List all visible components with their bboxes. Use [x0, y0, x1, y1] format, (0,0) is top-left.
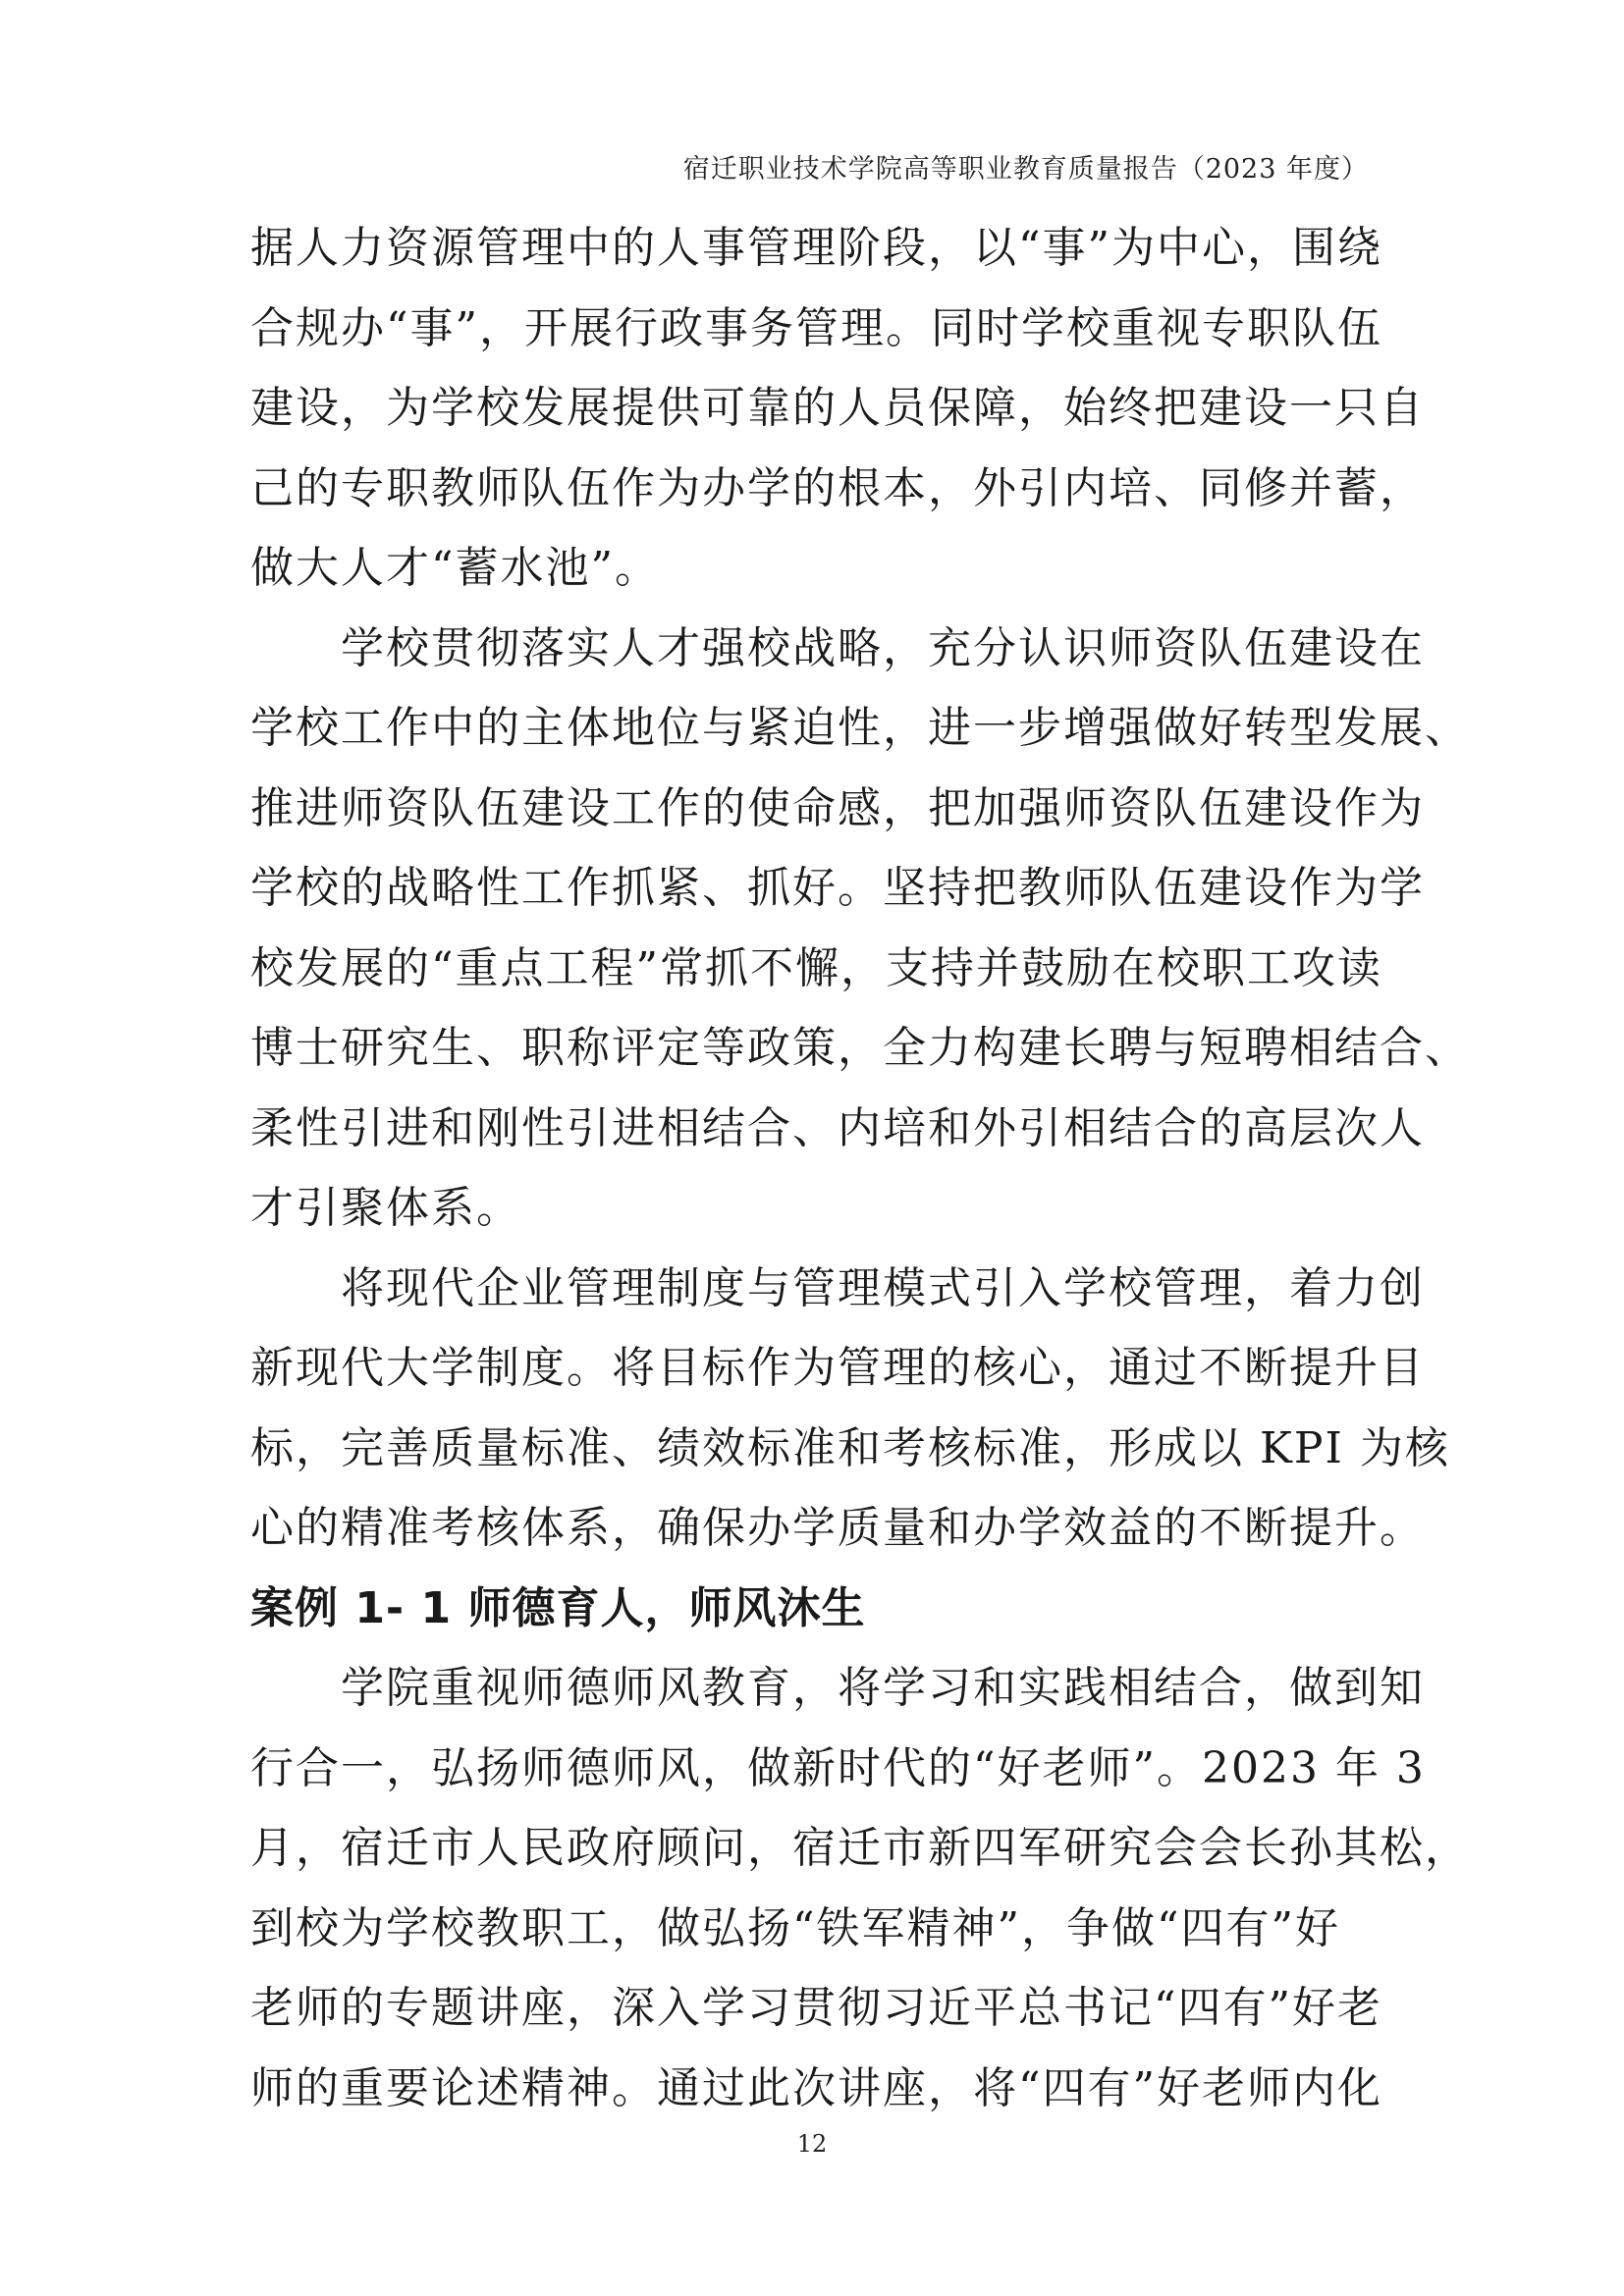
text-line: 柔性引进和刚性引进相结合、内培和外引相结合的高层次人 [250, 1102, 1425, 1153]
text-line: 学校的战略性工作抓紧、抓好。坚持把教师队伍建设作为学 [250, 863, 1425, 913]
text-line: 学院重视师德师风教育，将学习和实践相结合，做到知 [341, 1663, 1425, 1713]
text-line: 师的重要论述精神。通过此次讲座，将“四有”好老师内化 [250, 2062, 1382, 2113]
text-line: 老师的专题讲座，深入学习贯彻习近平总书记“四有”好老 [250, 1983, 1382, 2033]
case-heading: 案例 1- 1 师德育人，师风沐生 [250, 1582, 866, 1633]
text-line: 校发展的“重点工程”常抓不懈，支持并鼓励在校职工攻读 [250, 942, 1382, 993]
text-line: 心的精准考核体系，确保办学质量和办学效益的不断提升。 [250, 1503, 1425, 1553]
text-line: 才引聚体系。 [250, 1183, 521, 1233]
page-number: 12 [796, 2130, 828, 2158]
text-line: 博士研究生、职称评定等政策，全力构建长聘与短聘相结合、 [250, 1023, 1470, 1073]
text-line: 据人力资源管理中的人事管理阶段，以“事”为中心，围绕 [250, 223, 1382, 273]
text-line: 学校贯彻落实人才强校战略，充分认识师资队伍建设在 [341, 622, 1425, 673]
text-line: 新现代大学制度。将目标作为管理的核心，通过不断提升目 [250, 1343, 1425, 1393]
text-line: 合规办“事”，开展行政事务管理。同时学校重视专职队伍 [250, 302, 1382, 353]
text-line: 推进师资队伍建设工作的使命感，把加强师资队伍建设作为 [250, 782, 1425, 833]
text-line: 行合一，弘扬师德师风，做新时代的“好老师”。2023 年 3 [250, 1742, 1426, 1793]
text-line: 月，宿迁市人民政府顾问，宿迁市新四军研究会会长孙其松， [250, 1823, 1470, 1873]
text-line: 标，完善质量标准、绩效标准和考核标准，形成以 KPI 为核 [250, 1422, 1450, 1473]
text-line: 做大人才“蓄水池”。 [250, 543, 660, 593]
text-line: 将现代企业管理制度与管理模式引入学校管理，着力创 [341, 1262, 1425, 1313]
text-line: 到校为学校教职工，做弘扬“铁军精神”，争做“四有”好 [250, 1902, 1340, 1953]
text-line: 学校工作中的主体地位与紧迫性，进一步增强做好转型发展、 [250, 703, 1470, 753]
document-body [250, 208, 1470, 2128]
text-line: 己的专职教师队伍作为办学的根本，外引内培、同修并蓄， [250, 462, 1425, 513]
page-header: 宿迁职业技术学院高等职业教育质量报告（2023 年度） [682, 154, 1369, 185]
text-line: 建设，为学校发展提供可靠的人员保障，始终把建设一只自 [250, 383, 1425, 433]
